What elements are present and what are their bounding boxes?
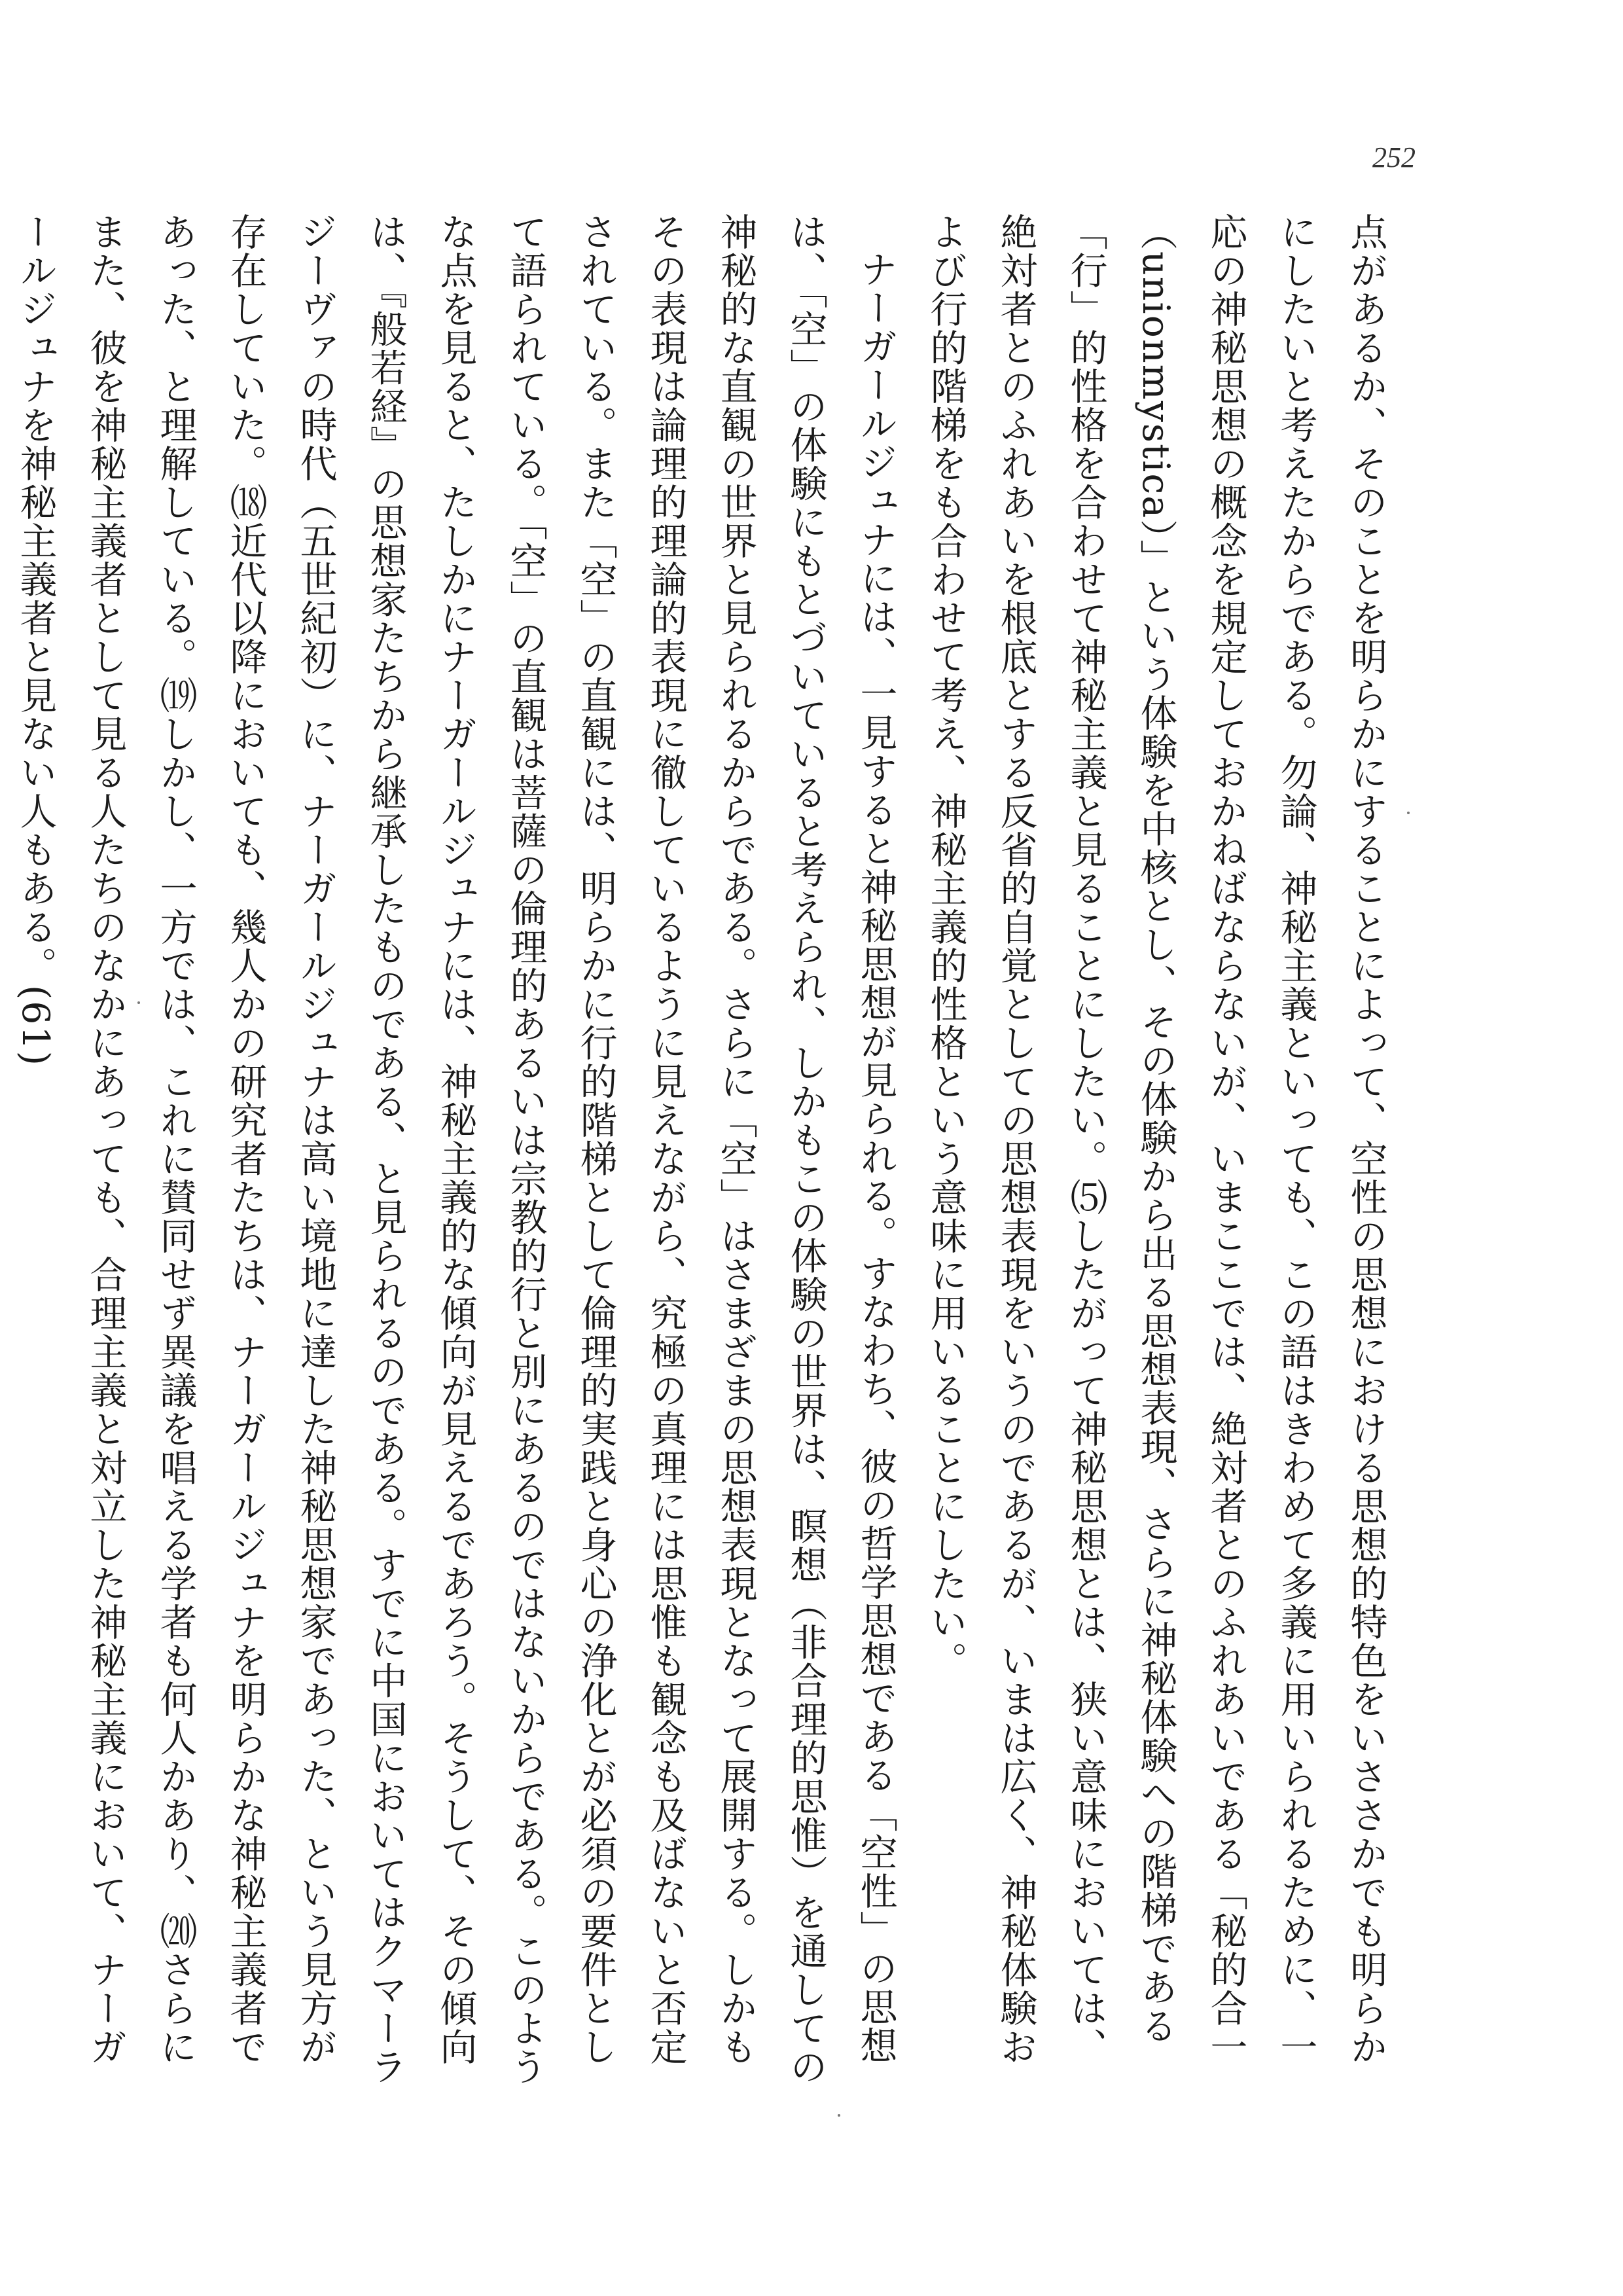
scan-speck [137,1001,140,1004]
paragraph-2: ナーガールジュナには、一見すると神秘思想が見られる。すなわち、彼の哲学思想である「空性」の思想は、「空」の体験にもとづいていると考えられ、しかもこの体験の世界は、瞑想（非合理的思惟）を通しての神秘的な直観の世界と見られるからである。さらに「空」はさまざまの思想表現となって展開する。しかもその表現は論理的理論的表現に徹しているように見えながら、究極の真理には思惟も観念も及ばないと否定されている。また「空」の直観には、明らかに行的階梯として倫理的実践と身心の浄化とが必須の要件として語られている。「空」の直観は菩薩の倫理的あるいは宗教的行と別にあるのではないからである。このような点を見ると、たしかにナーガールジュナには、神秘主義的な傾向が見えるであろう。そうして、その傾向は、『般若経』の思想家たちから継承したものである、と見られるのである。すでに中国においてはクマーラジーヴァの時代（五世紀初）に、ナーガールジュナは高い境地に達した神秘思想家であった、という見方が存在していた。⒅近代以降においても、幾人かの研究者たちは、ナーガールジュナを明らかな神秘主義者であった、と理解している。⒆しかし、一方では、これに賛同せず異議を唱える学者も何人かあり、⒇さらにまた、彼を神秘主義者として見る人たちのなかにあっても、合理主義と対立した神秘主義において、ナーガールジュナを神秘主義者と見ない人もある。(61) [14,213,897,2087]
page-number: 252 [1372,141,1416,173]
body-text [14,213,1400,2091]
paragraph-1: 点があるか、そのことを明らかにすることによって、空性の思想における思想的特色をいささかでも明らかにしたいと考えたからである。勿論、神秘主義といっても、この語はきわめて多義に用いられるために、一応の神秘思想の概念を規定しておかねばならないが、いまここでは、絶対者とのふれあいである「秘的合一（unionmystica）」という体験を中核とし、その体験から出る思想表現、さらに神秘体験への階梯である「行」的性格を合わせて神秘主義と見ることにしたい。⑸したがって神秘思想とは、狭い意味においては、絶対者とのふれあいを根底とする反省的自覚としての思想表現をいうのであるが、いまは広く、神秘体験および行的階梯をも合わせて考え、神秘主義的性格という意味に用いることにしたい。 [924,213,1387,2066]
scan-speck [1407,812,1410,814]
scan-speck [838,2114,840,2117]
